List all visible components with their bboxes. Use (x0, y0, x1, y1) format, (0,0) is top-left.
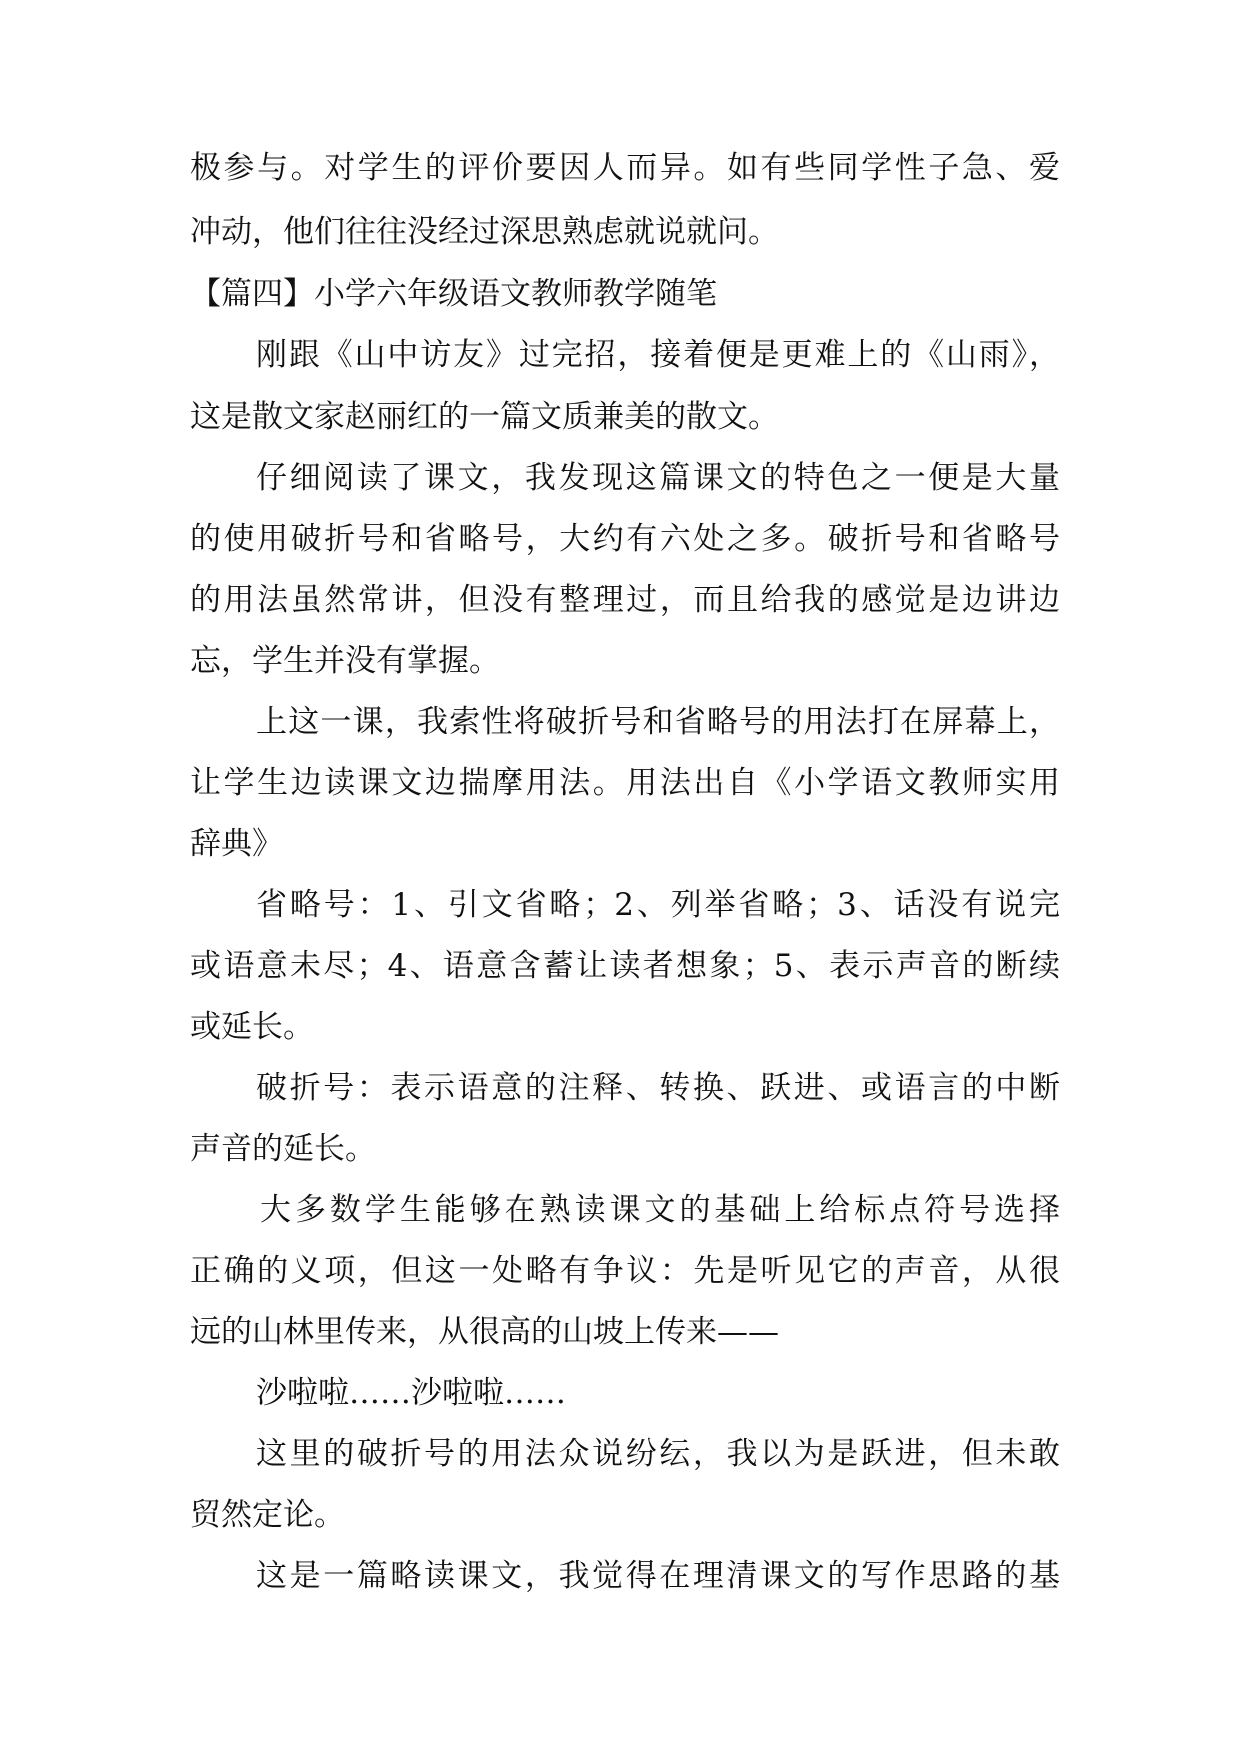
text-line: 沙啦啦……沙啦啦…… (256, 1375, 566, 1411)
text-line: 辞典》 (190, 826, 283, 862)
text-line: 忘，学生并没有掌握。 (190, 643, 500, 679)
text-line: 刚跟《山中访友》过完招，接着便是更难上的《山雨》， (256, 337, 1060, 373)
text-line: 正确的义项，但这一处略有争议：先是听见它的声音，从很 (190, 1253, 1060, 1289)
text-line: 这里的破折号的用法众说纷纭，我以为是跃进，但未敢 (256, 1436, 1060, 1472)
text-line: 声音的延长。 (190, 1131, 376, 1167)
text-line: 大多数学生能够在熟读课文的基础上给标点符号选择 (260, 1192, 1060, 1228)
text-line: 极参与。对学生的评价要因人而异。如有些同学性子急、爱 (190, 150, 1060, 186)
text-line: 省略号：1、引文省略；2、列举省略；3、话没有说完 (256, 887, 1060, 923)
text-line: 贸然定论。 (190, 1497, 345, 1533)
text-line: 的用法虽然常讲，但没有整理过，而且给我的感觉是边讲边 (190, 582, 1060, 618)
text-line: 破折号：表示语意的注释、转换、跃进、或语言的中断 (256, 1070, 1060, 1106)
text-line: 这是散文家赵丽红的一篇文质兼美的散文。 (190, 399, 779, 435)
text-line: 仔细阅读了课文，我发现这篇课文的特色之一便是大量 (256, 460, 1060, 496)
text-line: 上这一课，我索性将破折号和省略号的用法打在屏幕上， (256, 704, 1060, 740)
text-line: 冲动，他们往往没经过深思熟虑就说就问。 (190, 214, 779, 250)
text-line: 让学生边读课文边揣摩用法。用法出自《小学语文教师实用 (190, 765, 1060, 801)
text-line: 的使用破折号和省略号，大约有六处之多。破折号和省略号 (190, 521, 1060, 557)
text-line: 这是一篇略读课文，我觉得在理清课文的写作思路的基 (256, 1558, 1060, 1594)
section-heading: 【篇四】小学六年级语文教师教学随笔 (190, 276, 717, 312)
text-line: 远的山林里传来，从很高的山坡上传来—— (190, 1314, 779, 1350)
text-line: 或延长。 (190, 1009, 314, 1045)
text-line: 或语意未尽；4、语意含蓄让读者想象；5、表示声音的断续 (190, 948, 1060, 984)
